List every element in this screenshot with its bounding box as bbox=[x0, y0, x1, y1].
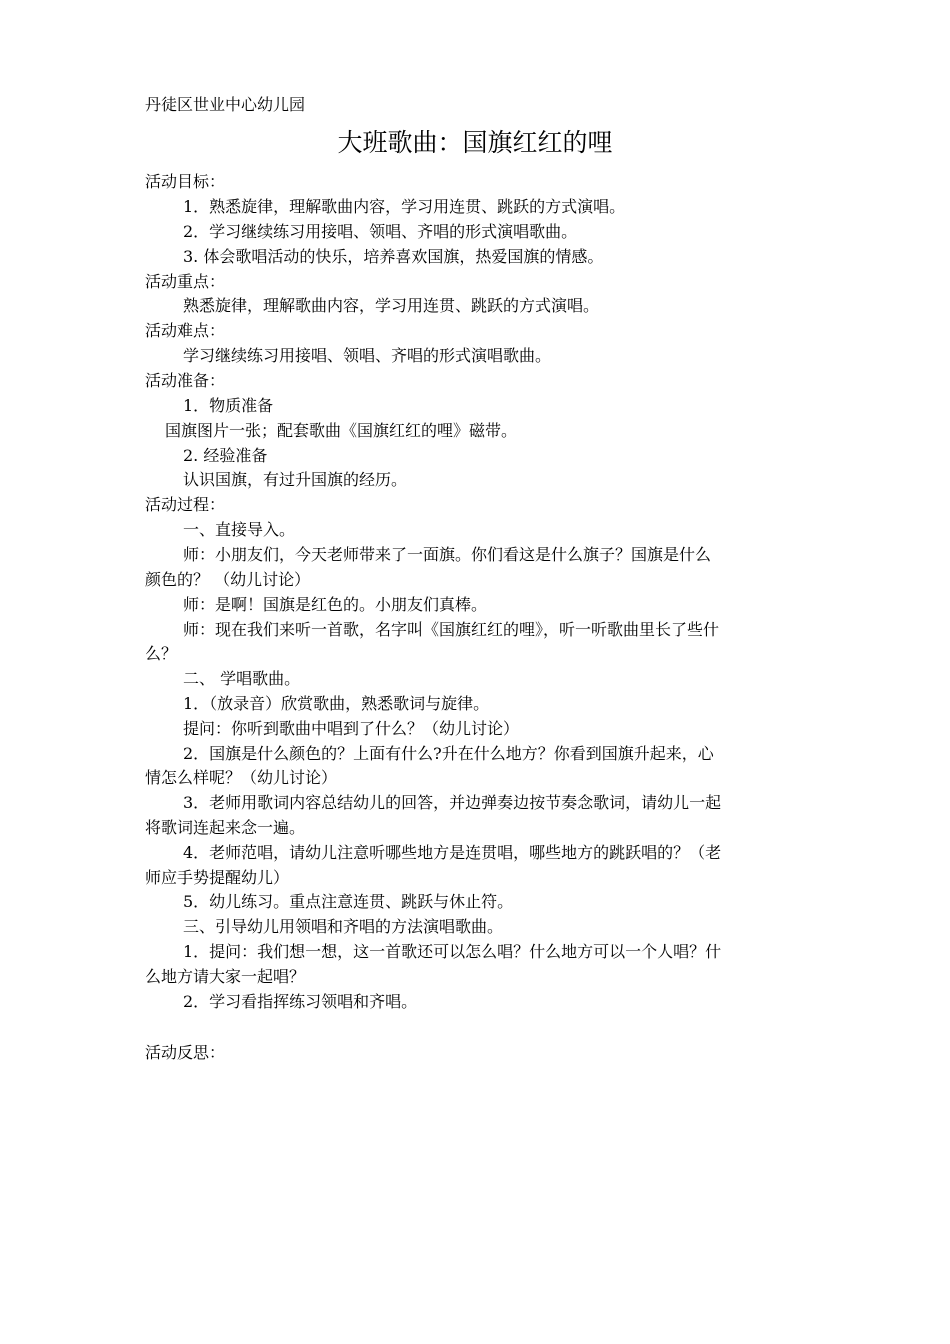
process-line: 1．（放录音）欣赏歌曲，熟悉歌词与旋律。 bbox=[183, 694, 490, 713]
preparation-item-experience: 2. 经验准备 bbox=[183, 446, 268, 465]
process-line: 三、引导幼儿用领唱和齐唱的方法演唱歌曲。 bbox=[183, 917, 504, 936]
preparation-heading: 活动准备： bbox=[145, 371, 226, 390]
process-line: 师应手势提醒幼儿） bbox=[145, 868, 290, 887]
goal-item: 3. 体会歌唱活动的快乐，培养喜欢国旗，热爱国旗的情感。 bbox=[183, 247, 604, 266]
process-line: 情怎么样呢？（幼儿讨论） bbox=[145, 768, 338, 787]
key-point-heading: 活动重点： bbox=[145, 272, 226, 291]
process-line: 提问：你听到歌曲中唱到了什么？（幼儿讨论） bbox=[183, 719, 520, 738]
preparation-experience-text: 认识国旗，有过升国旗的经历。 bbox=[183, 470, 408, 489]
goal-item: 1．熟悉旋律，理解歌曲内容，学习用连贯、跳跃的方式演唱。 bbox=[183, 197, 626, 216]
school-name: 丹徒区世业中心幼儿园 bbox=[145, 95, 306, 114]
process-line: 颜色的？ （幼儿讨论） bbox=[145, 570, 311, 589]
process-line: 么地方请大家一起唱？ bbox=[145, 967, 306, 986]
goal-item: 2．学习继续练习用接唱、领唱、齐唱的形式演唱歌曲。 bbox=[183, 222, 578, 241]
process-line: 二、 学唱歌曲。 bbox=[183, 669, 301, 688]
process-line: 4．老师范唱，请幼儿注意听哪些地方是连贯唱，哪些地方的跳跃唱的？（老 bbox=[183, 843, 722, 862]
page-title: 大班歌曲：国旗红红的哩 bbox=[337, 128, 613, 157]
goals-heading: 活动目标： bbox=[145, 172, 226, 191]
difficulty-text: 学习继续练习用接唱、领唱、齐唱的形式演唱歌曲。 bbox=[183, 346, 552, 365]
process-line: 师：现在我们来听一首歌，名字叫《国旗红红的哩》，听一听歌曲里长了些什 bbox=[183, 620, 720, 639]
process-line: 5．幼儿练习。重点注意连贯、跳跃与休止符。 bbox=[183, 892, 514, 911]
process-line: 3．老师用歌词内容总结幼儿的回答，并边弹奏边按节奏念歌词，请幼儿一起 bbox=[183, 793, 722, 812]
process-line: 将歌词连起来念一遍。 bbox=[145, 818, 306, 837]
process-line: 1．提问：我们想一想，这一首歌还可以怎么唱？什么地方可以一个人唱？什 bbox=[183, 942, 722, 961]
preparation-item-material: 1．物质准备 bbox=[183, 396, 274, 415]
key-point-text: 熟悉旋律，理解歌曲内容，学习用连贯、跳跃的方式演唱。 bbox=[183, 296, 600, 315]
process-line: 2．学习看指挥练习领唱和齐唱。 bbox=[183, 992, 418, 1011]
process-line: 2．国旗是什么颜色的？上面有什么?升在什么地方？你看到国旗升起来，心 bbox=[183, 744, 714, 763]
process-line: 一、直接导入。 bbox=[183, 520, 296, 539]
difficulty-heading: 活动难点： bbox=[145, 321, 226, 340]
process-line: 师：小朋友们，今天老师带来了一面旗。你们看这是什么旗子？国旗是什么 bbox=[183, 545, 712, 564]
process-line: 师：是啊！国旗是红色的。小朋友们真棒。 bbox=[183, 595, 488, 614]
preparation-material-text: 国旗图片一张；配套歌曲《国旗红红的哩》磁带。 bbox=[165, 421, 518, 440]
process-heading: 活动过程： bbox=[145, 495, 226, 514]
reflection-heading: 活动反思： bbox=[145, 1043, 226, 1062]
process-line: 么？ bbox=[145, 644, 178, 663]
